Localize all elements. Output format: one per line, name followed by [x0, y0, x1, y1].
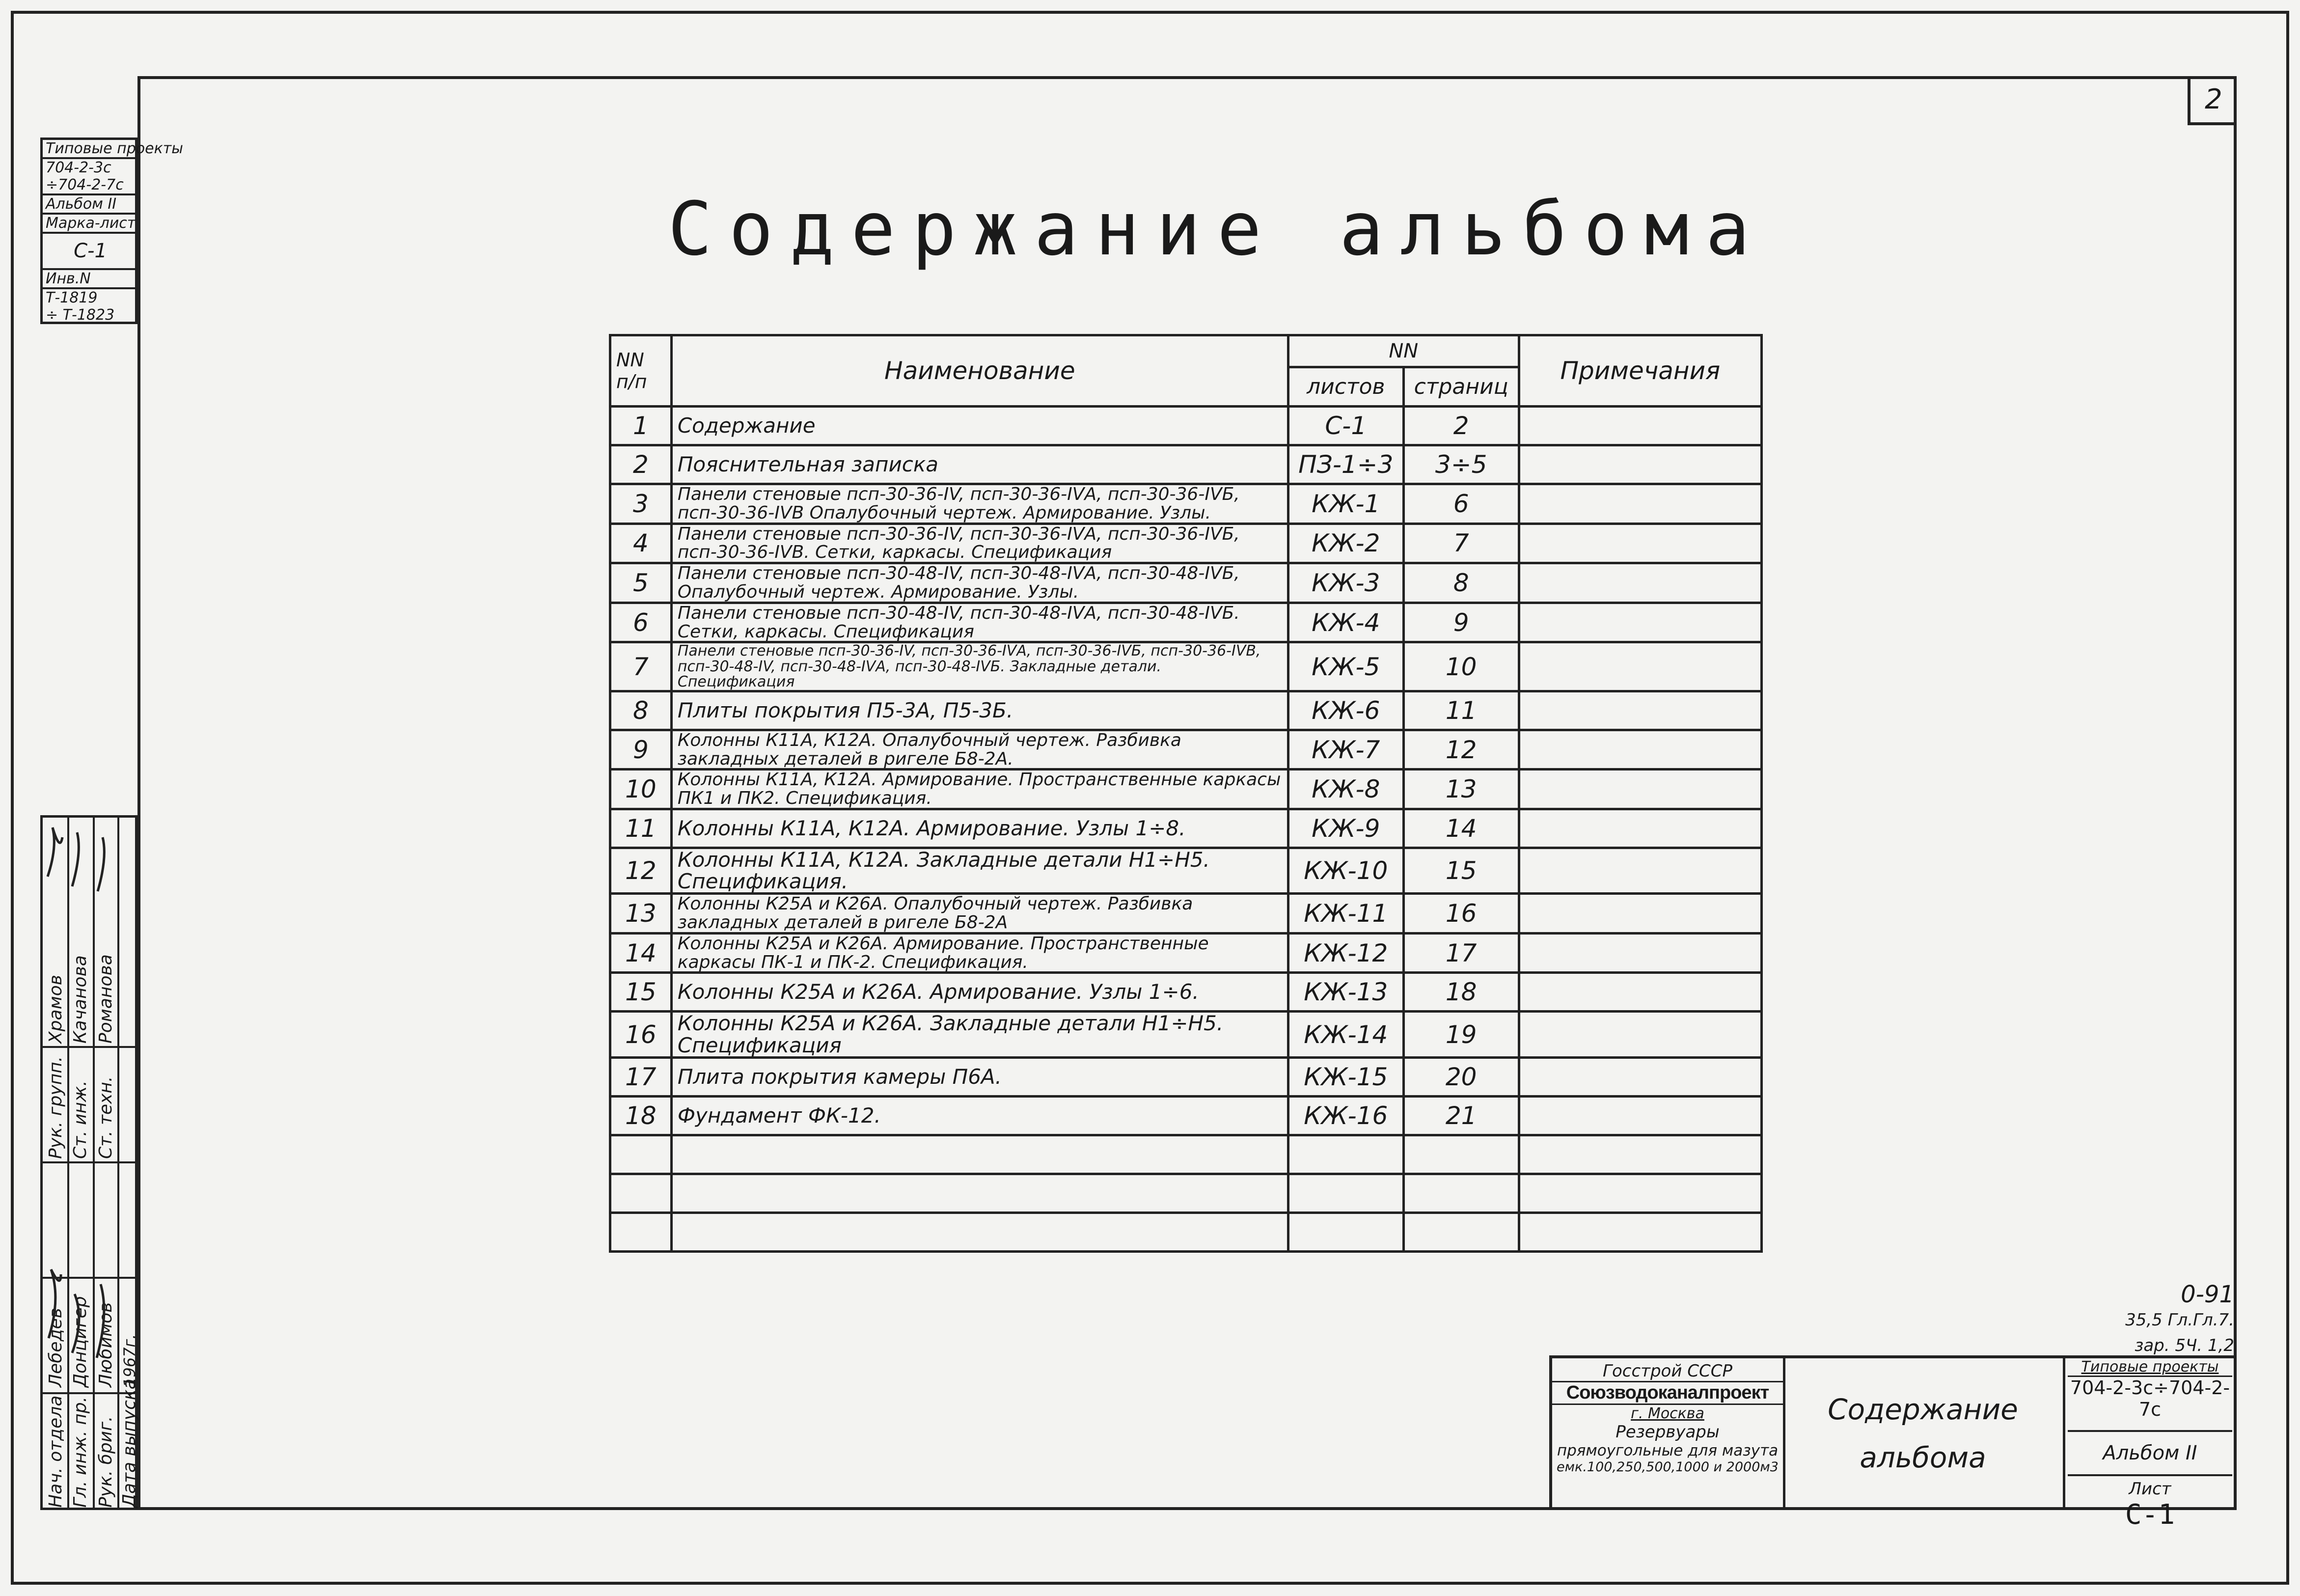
row-notes — [1519, 809, 1761, 848]
row-page: 7 — [1403, 523, 1519, 563]
row-page: 6 — [1403, 484, 1519, 524]
header-name: Наименование — [671, 335, 1288, 407]
row-notes — [1519, 563, 1761, 603]
row-number: 1 — [610, 407, 672, 445]
row-page: 9 — [1403, 603, 1519, 642]
row-name: Панели стеновые псп-30-36-IV, псп-30-36-IVА, псп-30-36-IVБ, псп-30-36-IVВ Опалубочный чертеж. Армирование. Узлы. — [671, 484, 1288, 524]
row-notes — [1519, 1212, 1761, 1251]
row-sheet: КЖ-6 — [1288, 691, 1403, 730]
row-name: Колонны К25А и К26А. Закладные детали Н1÷Н5. Спецификация — [671, 1012, 1288, 1057]
header-num: NN п/п — [610, 335, 672, 407]
row-notes — [1519, 1135, 1761, 1174]
note-line: зар. 5Ч. 1,2 — [2135, 1336, 2234, 1355]
row-number: 14 — [610, 933, 672, 973]
row-number: 4 — [610, 523, 672, 563]
row-name: Содержание — [671, 407, 1288, 445]
row-sheet: КЖ-16 — [1288, 1096, 1403, 1135]
row-page: 11 — [1403, 691, 1519, 730]
table-row — [610, 1212, 1762, 1251]
row-page: 20 — [1403, 1057, 1519, 1096]
row-name: Панели стеновые псп-30-48-IV, псп-30-48-IVА, псп-30-48-IVБ. Сетки, каркасы. Спецификация — [671, 603, 1288, 642]
row-notes — [1519, 770, 1761, 809]
row-name: Колонны К25А и К26А. Опалубочный чертеж. Разбивка закладных деталей в ригеле Б8-2А — [671, 894, 1288, 934]
table-row — [610, 933, 1762, 973]
row-number: 10 — [610, 770, 672, 809]
table-row — [610, 809, 1762, 848]
row-notes — [1519, 1057, 1761, 1096]
role-label: Дата выпуска — [119, 1378, 139, 1508]
row-name: Плиты покрытия П5-3А, П5-3Б. — [671, 691, 1288, 730]
row-number: 3 — [610, 484, 672, 524]
row-notes — [1519, 523, 1761, 563]
name-label: Любимов — [96, 1302, 116, 1387]
row-name — [671, 1135, 1288, 1174]
row-number: 6 — [610, 603, 672, 642]
role-label: Рук. бриг. — [96, 1416, 116, 1508]
row-notes — [1519, 1174, 1761, 1212]
table-row — [610, 523, 1762, 563]
row-notes — [1519, 691, 1761, 730]
table-row — [610, 770, 1762, 809]
row-sheet: КЖ-10 — [1288, 848, 1403, 894]
row-page: 10 — [1403, 642, 1519, 691]
table-row — [610, 1057, 1762, 1096]
stamp-album: Альбом II — [2068, 1442, 2232, 1476]
name-label: Храмов — [46, 975, 66, 1044]
table-row — [610, 691, 1762, 730]
name-label: Романова — [96, 954, 116, 1044]
table-row — [610, 1096, 1762, 1135]
row-sheet: КЖ-2 — [1288, 523, 1403, 563]
name-label: Донцигер — [70, 1296, 90, 1387]
row-name: Колонны К25А и К26А. Армирование. Узлы 1÷6. — [671, 973, 1288, 1012]
stamp-organization — [1552, 1358, 1785, 1507]
table-row — [610, 484, 1762, 524]
margin-mark: С-1 — [43, 234, 135, 270]
header-sheets: листов — [1288, 367, 1403, 407]
row-page: 16 — [1403, 894, 1519, 934]
row-page: 2 — [1403, 407, 1519, 445]
row-number — [610, 1135, 672, 1174]
margin-stamp — [40, 138, 183, 324]
row-sheet: КЖ-5 — [1288, 642, 1403, 691]
row-page: 18 — [1403, 973, 1519, 1012]
table-row — [610, 1174, 1762, 1212]
row-notes — [1519, 973, 1761, 1012]
row-name: Колонны К11А, К12А. Армирование. Узлы 1÷8. — [671, 809, 1288, 848]
row-name: Панели стеновые псп-30-48-IV, псп-30-48-IVА, псп-30-48-IVБ, Опалубочный чертеж. Армирование. Узлы. — [671, 563, 1288, 603]
title-stamp — [1549, 1355, 2237, 1531]
row-name: Плита покрытия камеры П6А. — [671, 1057, 1288, 1096]
stamp-series-label: Типовые проекты — [2068, 1358, 2232, 1377]
stamp-series — [2063, 1358, 2237, 1531]
row-sheet: С-1 — [1288, 407, 1403, 445]
row-number: 17 — [610, 1057, 672, 1096]
row-notes — [1519, 730, 1761, 770]
table-row — [610, 642, 1762, 691]
row-sheet: ПЗ-1÷3 — [1288, 445, 1403, 484]
row-notes — [1519, 933, 1761, 973]
signature-scribbles — [43, 818, 136, 1510]
role-label: Рук. групп. — [46, 1056, 66, 1159]
signature-block — [40, 815, 137, 1510]
row-page: 12 — [1403, 730, 1519, 770]
row-page — [1403, 1174, 1519, 1212]
row-name — [671, 1212, 1288, 1251]
margin-line: Альбом II — [43, 195, 135, 215]
row-number: 16 — [610, 1012, 672, 1057]
row-name — [671, 1174, 1288, 1212]
row-sheet: КЖ-3 — [1288, 563, 1403, 603]
row-number: 15 — [610, 973, 672, 1012]
row-notes — [1519, 642, 1761, 691]
row-number: 12 — [610, 848, 672, 894]
sheet-number: 2 — [2188, 76, 2237, 125]
row-notes — [1519, 484, 1761, 524]
row-page: 17 — [1403, 933, 1519, 973]
table-row — [610, 603, 1762, 642]
page-title: Содержание альбома — [668, 187, 1767, 272]
stamp-description: емк.100,250,500,1000 и 2000м3 — [1557, 1459, 1779, 1475]
margin-line: Марка-лист — [43, 215, 135, 234]
role-label: Ст. техн. — [96, 1076, 116, 1159]
row-name: Фундамент ФК-12. — [671, 1096, 1288, 1135]
row-notes — [1519, 1096, 1761, 1135]
margin-line: Т-1819 — [46, 289, 98, 306]
margin-line: Инв.N — [43, 270, 135, 289]
year-label: 1967г. — [120, 1334, 139, 1387]
table-row — [610, 407, 1762, 445]
stamp-title-line: Содержание — [1828, 1393, 2018, 1426]
row-page — [1403, 1135, 1519, 1174]
row-page: 13 — [1403, 770, 1519, 809]
row-name: Панели стеновые псп-30-36-IV, псп-30-36-IVА, псп-30-36-IVБ, псп-30-36-IVВ. Сетки, каркасы. Спецификация — [671, 523, 1288, 563]
row-name: Колонны К11А, К12А. Закладные детали Н1÷Н5. Спецификация. — [671, 848, 1288, 894]
row-number: 11 — [610, 809, 672, 848]
row-number — [610, 1174, 672, 1212]
row-sheet: КЖ-8 — [1288, 770, 1403, 809]
row-notes — [1519, 1012, 1761, 1057]
row-sheet: КЖ-15 — [1288, 1057, 1403, 1096]
role-label: Нач. отдела — [46, 1395, 66, 1508]
row-notes — [1519, 848, 1761, 894]
stamp-series-number: 704-2-3с÷704-2-7с — [2068, 1377, 2232, 1432]
row-sheet: КЖ-13 — [1288, 973, 1403, 1012]
row-sheet: КЖ-4 — [1288, 603, 1403, 642]
row-page: 8 — [1403, 563, 1519, 603]
row-page: 3÷5 — [1403, 445, 1519, 484]
stamp-city: г. Москва — [1631, 1405, 1704, 1422]
stamp-institute: Союзводоканалпроект — [1552, 1381, 1783, 1405]
row-sheet: КЖ-14 — [1288, 1012, 1403, 1057]
row-number: 9 — [610, 730, 672, 770]
margin-line: ÷ Т-1823 — [46, 306, 115, 324]
margin-line: 704-2-3с — [46, 159, 111, 176]
stamp-title-line: альбома — [1860, 1441, 1986, 1474]
row-name: Колонны К25А и К26А. Армирование. Пространственные каркасы ПК-1 и ПК-2. Спецификация. — [671, 933, 1288, 973]
row-sheet — [1288, 1212, 1403, 1251]
stamp-description: прямоугольные для мазута — [1557, 1442, 1779, 1459]
note-line: 0-91 — [2181, 1281, 2234, 1308]
row-notes — [1519, 407, 1761, 445]
stamp-description: Резервуары — [1615, 1422, 1720, 1442]
row-notes — [1519, 894, 1761, 934]
role-label: Гл. инж. пр. — [70, 1396, 90, 1508]
row-sheet: КЖ-7 — [1288, 730, 1403, 770]
stamp-sheet-label: Лист — [2129, 1479, 2171, 1499]
table-row — [610, 973, 1762, 1012]
row-page: 15 — [1403, 848, 1519, 894]
note-line: 35,5 Гл.Гл.7. — [2125, 1310, 2234, 1330]
row-notes — [1519, 445, 1761, 484]
margin-line: Типовые проекты — [43, 140, 135, 159]
row-number: 13 — [610, 894, 672, 934]
row-sheet: КЖ-9 — [1288, 809, 1403, 848]
handwritten-note — [2107, 1282, 2234, 1358]
row-name: Колонны К11А, К12А. Опалубочный чертеж. Разбивка закладных деталей в ригеле Б8-2А. — [671, 730, 1288, 770]
row-number: 18 — [610, 1096, 672, 1135]
contents-table — [609, 334, 1763, 1253]
row-sheet: КЖ-1 — [1288, 484, 1403, 524]
stamp-ministry: Госстрой СССР — [1603, 1361, 1732, 1381]
row-name: Панели стеновые псп-30-36-IV, псп-30-36-IVА, псп-30-36-IVБ, псп-30-36-IVВ, псп-30-48-IV, псп-30-48-IVА, псп-30-48-IVБ. Закладные детали. Спецификация — [671, 642, 1288, 691]
table-row — [610, 1135, 1762, 1174]
row-number: 5 — [610, 563, 672, 603]
row-page: 14 — [1403, 809, 1519, 848]
table-row — [610, 894, 1762, 934]
header-nn: NN — [1288, 335, 1519, 367]
row-name: Колонны К11А, К12А. Армирование. Пространственные каркасы ПК1 и ПК2. Спецификация. — [671, 770, 1288, 809]
stamp-sheet-number: С-1 — [2125, 1499, 2175, 1531]
row-sheet — [1288, 1135, 1403, 1174]
row-page: 21 — [1403, 1096, 1519, 1135]
stamp-sheet-title — [1783, 1358, 2065, 1507]
role-label: Ст. инж. — [70, 1080, 90, 1159]
row-page: 19 — [1403, 1012, 1519, 1057]
row-sheet: КЖ-11 — [1288, 894, 1403, 934]
row-page — [1403, 1212, 1519, 1251]
name-label: Лебедев — [46, 1308, 66, 1387]
table-row — [610, 730, 1762, 770]
row-sheet: КЖ-12 — [1288, 933, 1403, 973]
row-number: 7 — [610, 642, 672, 691]
row-name: Пояснительная записка — [671, 445, 1288, 484]
row-number — [610, 1212, 672, 1251]
name-label: Качанова — [70, 955, 90, 1044]
table-row — [610, 848, 1762, 894]
table-row — [610, 1012, 1762, 1057]
margin-line: ÷704-2-7с — [43, 176, 135, 195]
table-row — [610, 445, 1762, 484]
row-notes — [1519, 603, 1761, 642]
header-notes: Примечания — [1519, 335, 1761, 407]
header-pages: страниц — [1403, 367, 1519, 407]
row-number: 2 — [610, 445, 672, 484]
row-sheet — [1288, 1174, 1403, 1212]
row-number: 8 — [610, 691, 672, 730]
table-row — [610, 563, 1762, 603]
